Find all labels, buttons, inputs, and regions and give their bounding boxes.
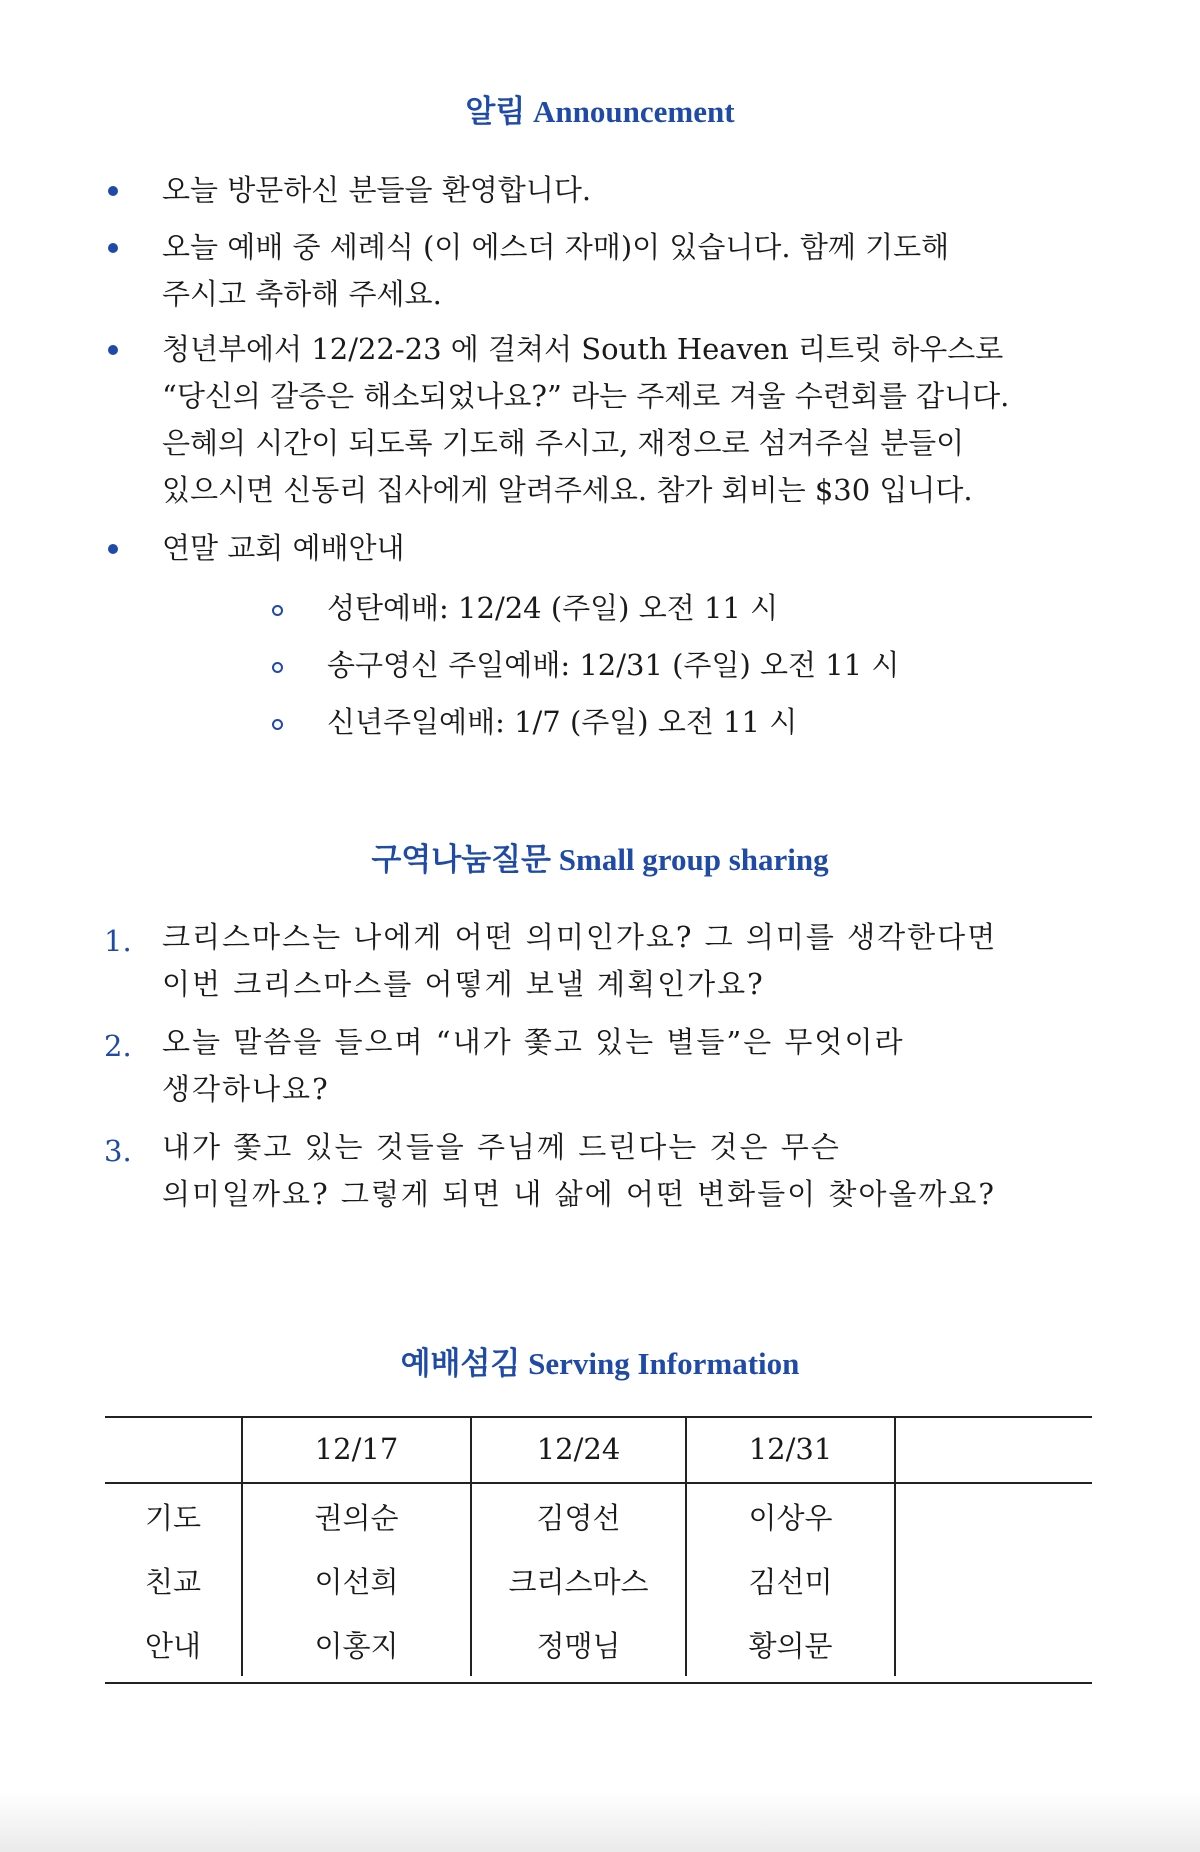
table-cell: [895, 1483, 1092, 1548]
table-header-cell: 12/17: [242, 1416, 471, 1483]
question-number: 3.: [104, 1134, 132, 1168]
table-header-cell: 12/31: [686, 1416, 895, 1483]
question-1: 크리스마스는 나에게 어떤 의미인가요? 그 의미를 생각한다면 이번 크리스마스를 어떻게 보낼 계획인가요?: [162, 920, 998, 1001]
question-number: 1.: [104, 924, 132, 958]
table-cell: [895, 1612, 1092, 1676]
table-row: [105, 1612, 1092, 1676]
bullet-icon: [108, 186, 118, 196]
table-header-cell: [895, 1416, 1092, 1483]
circle-bullet-icon: [272, 719, 283, 730]
announcement-item-1: 오늘 방문하신 분들을 환영합니다.: [162, 173, 592, 207]
circle-bullet-icon: [272, 662, 283, 673]
table-row: [105, 1548, 1092, 1612]
service-schedule-item: 신년주일예배: 1/7 (주일) 오전 11 시: [327, 705, 798, 739]
table-cell: 김영선: [471, 1483, 686, 1548]
table-cell: 정맹님: [471, 1612, 686, 1676]
table-cell: 크리스마스: [471, 1548, 686, 1612]
question-3: 내가 쫓고 있는 것들을 주님께 드린다는 것은 무슨 의미일까요? 그렇게 되면 내 삶에 어떤 변화들이 찾아올까요?: [162, 1130, 996, 1211]
announcement-item-4: 연말 교회 예배안내: [162, 531, 405, 565]
table-cell-role: 친교: [144, 1564, 202, 1599]
table-cell: 이상우: [686, 1483, 895, 1548]
bullet-icon: [108, 544, 118, 554]
sharing-title: 구역나눔질문 Small group sharing: [371, 842, 829, 877]
serving-table: [105, 1416, 1092, 1676]
table-cell-role: 기도: [144, 1500, 202, 1535]
table-cell: 이선희: [242, 1548, 471, 1612]
table-cell: 김선미: [686, 1548, 895, 1612]
table-cell-role: 안내: [144, 1628, 202, 1663]
announcement-title: 알림 Announcement: [465, 94, 735, 129]
table-header-cell: 12/24: [471, 1416, 686, 1483]
table-cell: [895, 1548, 1092, 1612]
table-cell: 황의문: [686, 1612, 895, 1676]
circle-bullet-icon: [272, 605, 283, 616]
question-2: 오늘 말씀을 들으며 “내가 쫓고 있는 별들”은 무엇이라 생각하나요?: [162, 1025, 905, 1106]
table-cell: 이홍지: [242, 1612, 471, 1676]
table-top-rule: [105, 1416, 1092, 1418]
serving-title: 예배섬김 Serving Information: [400, 1346, 800, 1381]
table-row: [105, 1483, 1092, 1548]
page-edge-shadow: [0, 1792, 1200, 1852]
service-schedule-item: 송구영신 주일예배: 12/31 (주일) 오전 11 시: [327, 648, 900, 682]
bullet-icon: [108, 345, 118, 355]
announcement-item-2: 오늘 예배 중 세례식 (이 에스더 자매)이 있습니다. 함께 기도해 주시고 축하해 주세요.: [162, 230, 950, 311]
service-schedule-item: 성탄예배: 12/24 (주일) 오전 11 시: [327, 591, 779, 625]
table-header-row: [105, 1416, 1092, 1483]
table-header-cell: [105, 1416, 242, 1483]
announcement-item-3: 청년부에서 12/22-23 에 걸쳐서 South Heaven 리트릿 하우스로 “당신의 갈증은 해소되었나요?” 라는 주제로 겨울 수련회를 갑니다. 은혜의 시간이 되도록 기도해 주시고, 재정으로 섬겨주실 분들이 있으시면 신동리 집사에게 알려주세요. 참가 회비는 $30 입니다.: [162, 332, 1010, 507]
table-bottom-rule: [105, 1682, 1092, 1684]
table-cell: 권의순: [242, 1483, 471, 1548]
question-number: 2.: [104, 1029, 132, 1063]
bullet-icon: [108, 243, 118, 253]
